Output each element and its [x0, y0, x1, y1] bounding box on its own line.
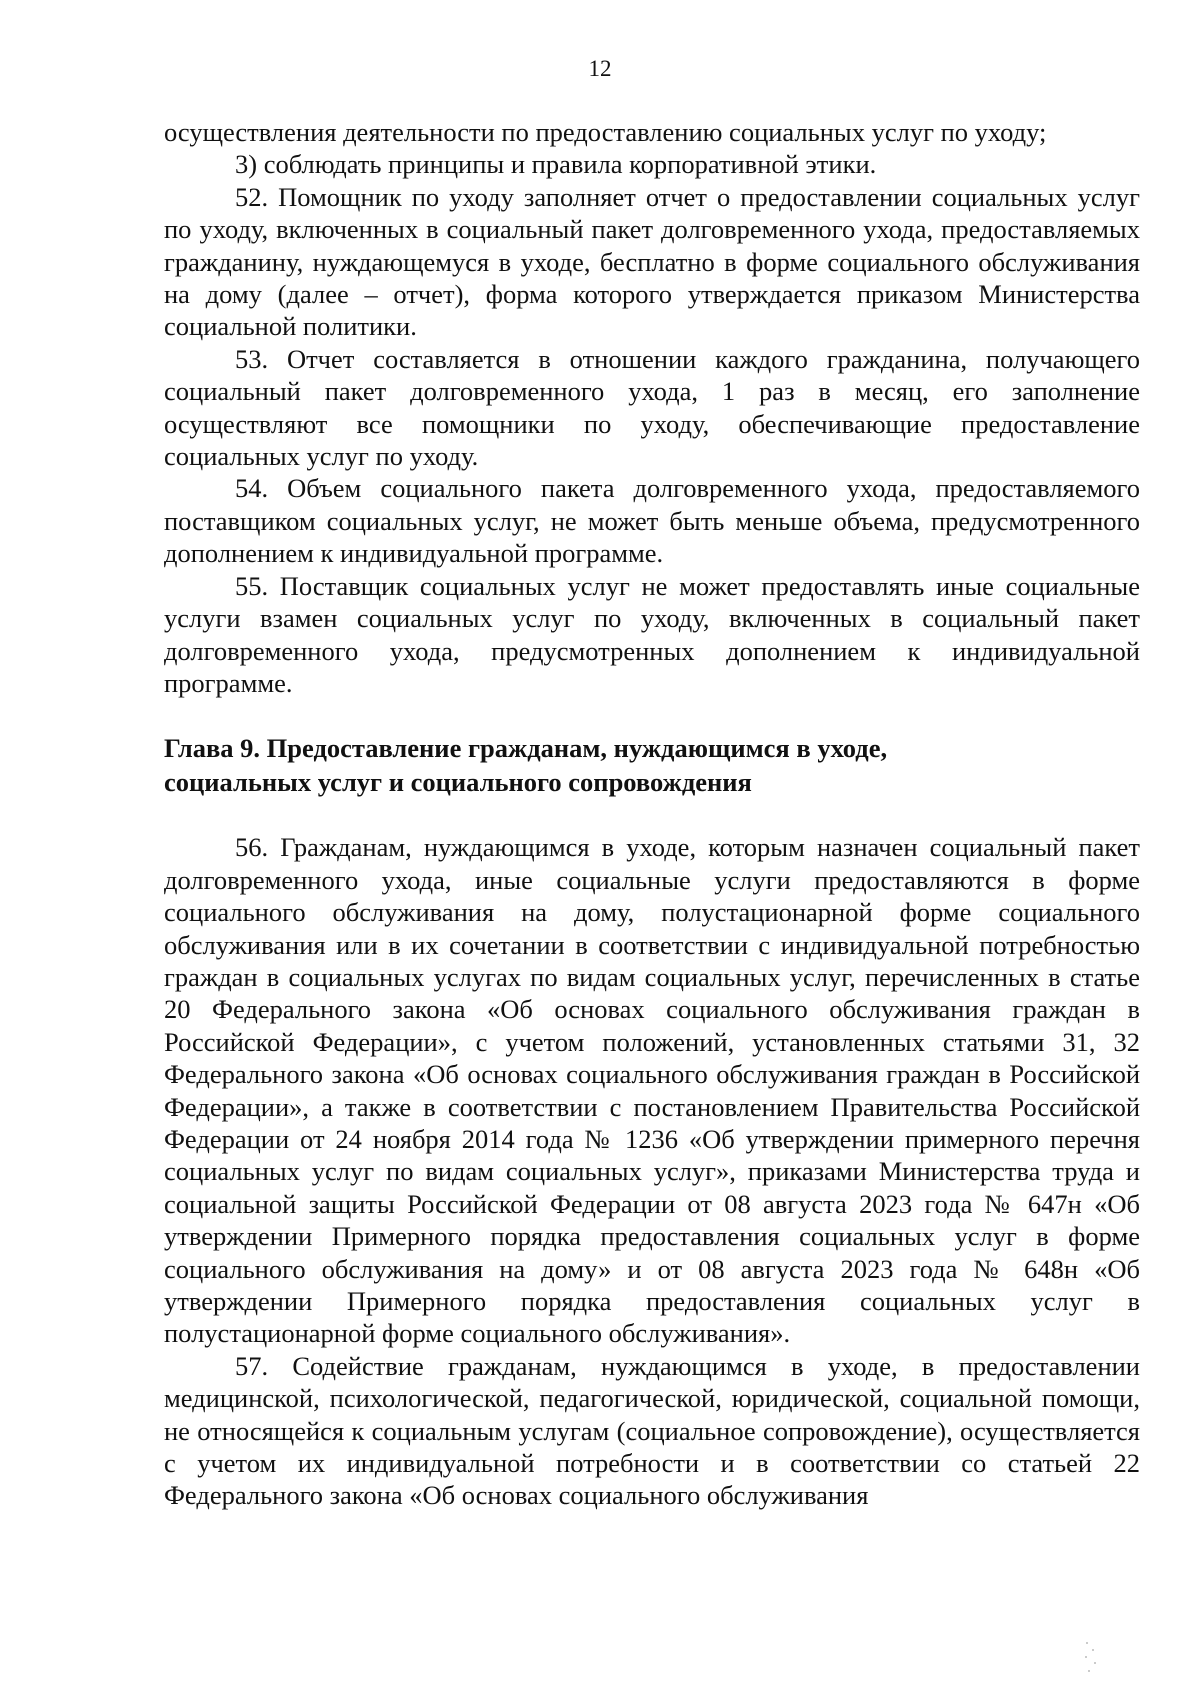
paragraph-56: 56. Гражданам, нуждающимся в уходе, которым назначен социальный пакет долговременного ухода, иные социальные услуги предоставляются в форме социального обслуживания на дому, полустационарной форме социального обслуживания или в их сочетании в соответствии с индивидуальной потребностью граждан в социальных услугах по видам социальных услуг, перечисленных в статье 20 Федерального закона «Об основах социального обслуживания граждан в Российской Федерации», с учетом положений, установленных статьями 31, 32 Федерального закона «Об основах социального обслуживания граждан в Российской Федерации», а также в соответствии с постановлением Правительства Российской Федерации от 24 ноября 2014 года № 1236 «Об утверждении примерного перечня социальных услуг по видам социальных услуг», приказами Министерства труда и социальной защиты Российской Федерации от 08 августа 2023 года № 647н «Об утверждении Примерного порядка предоставления социальных услуг в форме социального обслуживания на дому» и от 08 августа 2023 года № 648н «Об утверждении Примерного порядка предоставления социальных услуг в полустационарной форме социального обслуживания».: [164, 832, 1140, 1349]
paragraphs-after-heading: [164, 831, 1140, 1512]
scan-artifact-dots: [1082, 1640, 1112, 1680]
paragraph-continuation: осуществления деятельности по предоставлению социальных услуг по уходу;: [164, 117, 1047, 147]
chapter-heading: [164, 731, 1140, 799]
paragraph-55: 55. Поставщик социальных услуг не может предоставлять иные социальные услуги взамен социальных услуг по уходу, включенных в социальный пакет долговременного ухода, предусмотренных дополнением к индивидуальной программе.: [164, 570, 1140, 698]
paragraph-54: 54. Объем социального пакета долговременного ухода, предоставляемого поставщиком социальных услуг, не может быть меньше объема, предусмотренного дополнением к индивидуальной программе.: [164, 473, 1140, 569]
paragraph-53: 53. Отчет составляется в отношении каждого гражданина, получающего социальный пакет долговременного ухода, 1 раз в месяц, его заполнение осуществляют все помощники по уходу, обеспечивающие предоставление социальных услуг по уходу.: [164, 343, 1140, 472]
chapter-heading-line-2: социальных услуг и социального сопровождения: [164, 767, 752, 798]
page-number: 12: [588, 56, 612, 81]
chapter-heading-line-1: Глава 9. Предоставление гражданам, нуждающимся в уходе,: [164, 733, 888, 764]
paragraph-item-3: 3) соблюдать принципы и правила корпоративной этики.: [235, 149, 877, 180]
document-body: [164, 116, 1140, 1512]
paragraph-52: 52. Помощник по уходу заполняет отчет о предоставлении социальных услуг по уходу, включенных в социальный пакет долговременного ухода, предоставляемых гражданину, нуждающемуся в уходе, бесплатно в форме социального обслуживания на дому (далее – отчет), форма которого утверждается приказом Министерства социальной политики.: [164, 181, 1140, 342]
paragraph-57: 57. Содействие гражданам, нуждающимся в уходе, в предоставлении медицинской, психологической, педагогической, юридической, социальной помощи, не относящейся к социальным услугам (социальное сопровождение), осуществляется с учетом их индивидуальной потребности и в соответствии со статьей 22 Федерального закона «Об основах социального обслуживания: [164, 1350, 1140, 1511]
paragraphs-before-heading: [164, 116, 1140, 699]
